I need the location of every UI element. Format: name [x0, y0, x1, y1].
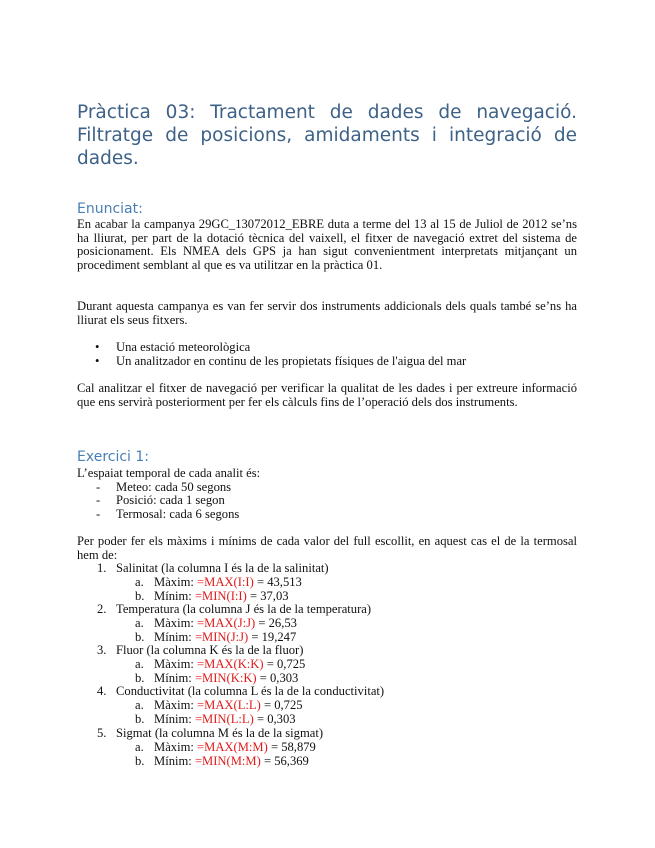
- enunciat-paragraph-3: Cal analitzar el fitxer de navegació per verificar la qualitat de les dades i per extreure informació que ens servirà posteriorment per fer els càlculs fins de l’operació dels dos instruments.: [77, 381, 577, 409]
- min-result: = 19,247: [248, 630, 297, 644]
- list-number: 5.: [97, 726, 107, 740]
- sub-marker: a.: [135, 575, 144, 589]
- max-formula: =MAX(L:L): [197, 698, 261, 712]
- max-line: [154, 741, 316, 755]
- min-formula: =MIN(K:K): [194, 671, 257, 685]
- dash-marker: -: [96, 480, 101, 494]
- min-prefix: Mínim:: [154, 671, 195, 685]
- max-prefix: Màxim:: [154, 740, 198, 754]
- max-formula: =MAX(I:I): [197, 575, 254, 589]
- max-line: [154, 658, 305, 672]
- enunciat-paragraph-2: Durant aquesta campanya es van fer servir dos instruments addicionals dels quals també se’ns ha lliurat els seus fitxers.: [77, 299, 577, 327]
- bullet-item: Un analitzador en continu de les propietats físiques de l'aigua del mar: [116, 354, 467, 368]
- min-prefix: Mínim:: [154, 712, 195, 726]
- sub-marker: a.: [135, 740, 144, 754]
- sub-marker: b.: [135, 630, 145, 644]
- list-item-label: Conductivitat (la columna L és la de la conductivitat): [116, 684, 385, 698]
- max-formula: =MAX(K:K): [197, 657, 264, 671]
- list-number: 4.: [97, 684, 107, 698]
- max-prefix: Màxim:: [154, 616, 198, 630]
- sub-marker: a.: [135, 657, 144, 671]
- min-prefix: Mínim:: [154, 589, 195, 603]
- min-formula: =MIN(J:J): [194, 630, 249, 644]
- max-result: = 0,725: [263, 657, 306, 671]
- list-item-label: Salinitat (la columna I és la de la salinitat): [116, 561, 329, 575]
- list-item-label: Sigmat (la columna M és la de la sigmat): [116, 726, 324, 740]
- list-number: 3.: [97, 643, 107, 657]
- dash-marker: -: [96, 493, 101, 507]
- minmax-paragraph: Per poder fer els màxims i mínims de cada valor del full escollit, en aquest cas el de la termosal hem de:: [77, 534, 577, 562]
- dash-marker: -: [96, 507, 101, 521]
- sub-marker: b.: [135, 754, 145, 768]
- max-line: [154, 576, 302, 590]
- exercici1-heading: Exercici 1:: [77, 449, 150, 465]
- dash-item: Meteo: cada 50 segons: [116, 480, 232, 494]
- sub-marker: b.: [135, 671, 145, 685]
- exercici1-intro: L’espaiat temporal de cada analit és:: [77, 466, 261, 480]
- min-line: [154, 755, 309, 769]
- min-result: = 37,03: [246, 589, 289, 603]
- max-prefix: Màxim:: [154, 657, 198, 671]
- sub-marker: a.: [135, 616, 144, 630]
- min-prefix: Mínim:: [154, 630, 195, 644]
- max-prefix: Màxim:: [154, 575, 198, 589]
- min-line: [154, 713, 296, 727]
- max-line: [154, 617, 297, 631]
- max-prefix: Màxim:: [154, 698, 198, 712]
- list-item-label: Fluor (la columna K és la de la fluor): [116, 643, 304, 657]
- sub-marker: a.: [135, 698, 144, 712]
- dash-item: Posició: cada 1 segon: [116, 493, 225, 507]
- bullet-item: Una estació meteorològica: [116, 340, 251, 354]
- min-formula: =MIN(L:L): [194, 712, 254, 726]
- bullet-icon: •: [95, 340, 100, 354]
- max-formula: =MAX(J:J): [197, 616, 256, 630]
- max-line: [154, 699, 303, 713]
- list-number: 2.: [97, 602, 107, 616]
- min-result: = 0,303: [256, 671, 299, 685]
- min-formula: =MIN(I:I): [194, 589, 247, 603]
- max-result: = 43,513: [253, 575, 302, 589]
- min-result: = 0,303: [253, 712, 296, 726]
- max-result: = 0,725: [260, 698, 303, 712]
- max-result: = 26,53: [255, 616, 297, 630]
- bullet-icon: •: [95, 354, 100, 368]
- sub-marker: b.: [135, 589, 145, 603]
- enunciat-paragraph-1: En acabar la campanya 29GC_13072012_EBRE duta a terme del 13 al 15 de Juliol de 2012 se’ns ha lliurat, per part de la dotació tècnica del vaixell, el fitxer de navegació extret del sistema de posicionament. Els NMEA dels GPS ja han sigut convenientment interpretats mitjançant un procediment semblant al que es va utilitzar en la pràctica 01.: [77, 217, 577, 272]
- list-number: 1.: [97, 561, 107, 575]
- max-result: = 58,879: [267, 740, 316, 754]
- enunciat-heading: Enunciat:: [77, 201, 143, 217]
- max-formula: =MAX(M:M): [197, 740, 268, 754]
- min-formula: =MIN(M:M): [194, 754, 261, 768]
- dash-item: Termosal: cada 6 segons: [116, 507, 240, 521]
- list-item-label: Temperatura (la columna J és la de la temperatura): [116, 602, 372, 616]
- min-prefix: Mínim:: [154, 754, 195, 768]
- document-title: Pràctica 03: Tractament de dades de navegació. Filtratge de posicions, amidaments i integració de dades.: [77, 102, 577, 169]
- min-result: = 56,369: [260, 754, 309, 768]
- sub-marker: b.: [135, 712, 145, 726]
